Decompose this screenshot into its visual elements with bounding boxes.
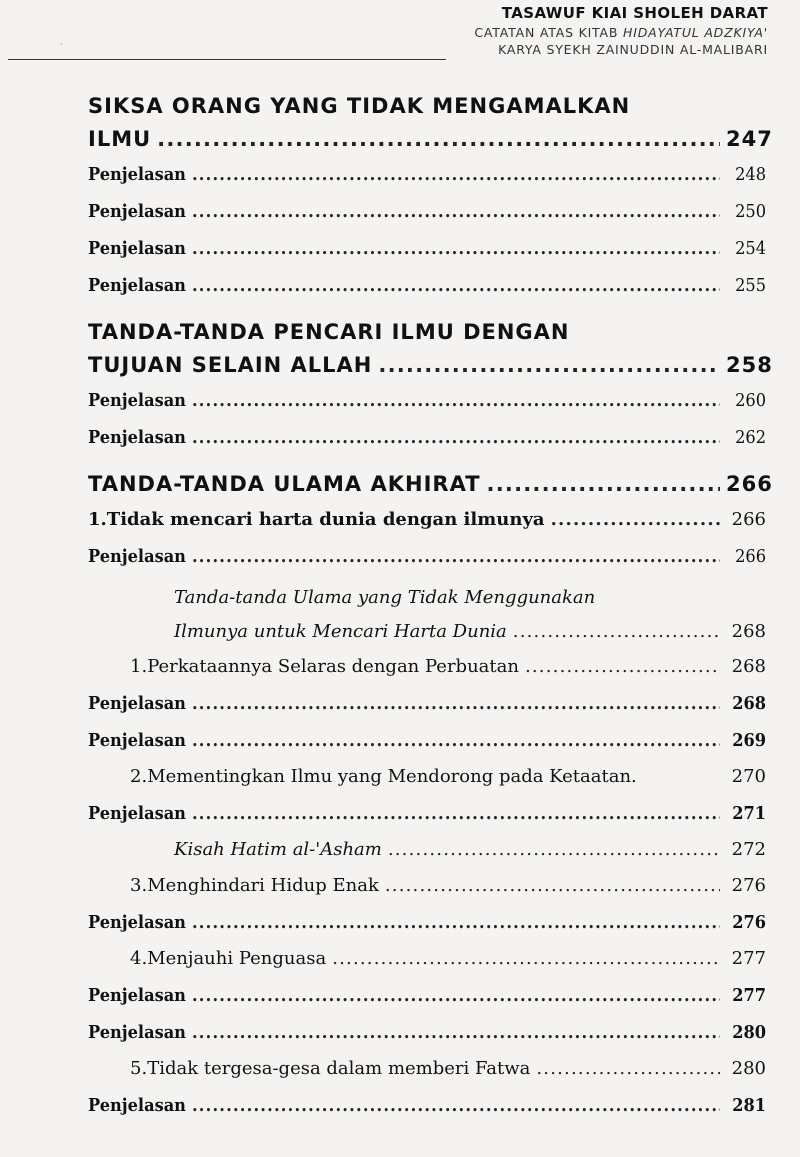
entry-label: Menjauhi Penguasa: [147, 948, 327, 969]
entry-label: Menghindari Hidup Enak: [147, 875, 379, 896]
toc-row: [88, 795, 766, 832]
page-number: 269: [732, 730, 766, 751]
entry-index: 3.: [130, 875, 148, 896]
page-number: 250: [735, 201, 766, 222]
chapter-title-line1: TANDA-TANDA PENCARI ILMU DENGAN: [88, 320, 570, 344]
toc-row: [88, 123, 773, 156]
chapter-title: TANDA-TANDA ULAMA AKHIRAT: [88, 472, 481, 496]
toc-row: [88, 722, 766, 759]
page-number: 248: [735, 164, 766, 185]
toc-row: [88, 349, 773, 382]
toc-row: [88, 759, 766, 795]
leader-dots: [192, 685, 720, 722]
leader-dots: [192, 419, 720, 456]
page-number: 262: [735, 427, 766, 448]
page-number: 277: [732, 985, 766, 1006]
book-author-line: KARYA SYEKH ZAINUDDIN AL-MALIBARI: [498, 41, 768, 57]
entry-label: Penjelasan: [88, 164, 186, 185]
toc-row: [88, 649, 766, 685]
toc-row: [88, 538, 766, 575]
toc-row: [88, 832, 766, 868]
page-number: 260: [735, 390, 766, 411]
entry-label: Penjelasan: [88, 1095, 186, 1116]
speck: ·: [60, 40, 63, 49]
leader-dots: [192, 795, 720, 832]
entry-index: 4.: [130, 948, 148, 969]
page-number: 276: [732, 912, 766, 933]
book-subtitle: [474, 27, 768, 40]
entry-label: Penjelasan: [88, 912, 186, 933]
toc-row: [88, 382, 766, 419]
book-title: TASAWUF KIAI SHOLEH DARAT: [501, 4, 768, 22]
leader-dots: [487, 468, 720, 501]
entry-index: 2.: [130, 766, 148, 787]
leader-dots: [551, 501, 720, 538]
toc-row: [88, 501, 766, 538]
leader-dots: [388, 832, 720, 868]
chapter-heading: [88, 90, 773, 156]
chapter-title-line2: TUJUAN SELAIN ALLAH: [88, 353, 373, 377]
entry-label: Perkataannya Selaras dengan Perbuatan: [147, 656, 519, 677]
page-number: 266: [731, 509, 766, 530]
leader-dots: [192, 1014, 720, 1051]
entry-index: 5.: [130, 1058, 148, 1079]
entry-label: Tidak tergesa-gesa dalam memberi Fatwa: [147, 1058, 531, 1079]
toc-row: [88, 868, 766, 904]
page-number: 271: [732, 803, 766, 824]
leader-dots: [192, 230, 720, 267]
leader-dots: [192, 977, 720, 1014]
page-number: 247: [726, 127, 773, 151]
toc-row: [88, 156, 766, 193]
entry-label: Tidak mencari harta dunia dengan ilmunya: [106, 509, 545, 530]
page-number: 268: [731, 621, 766, 642]
toc-row: [88, 977, 766, 1014]
toc-row: [88, 267, 766, 304]
page-number: 268: [732, 693, 766, 714]
toc-row: [174, 615, 766, 649]
toc-row: [88, 419, 766, 456]
entry-label: Penjelasan: [88, 546, 186, 567]
page-number: 258: [726, 353, 773, 377]
page-number: 272: [731, 839, 766, 860]
toc-row: [88, 1051, 766, 1087]
page-number: 276: [731, 875, 766, 896]
toc-row: [88, 904, 766, 941]
leader-dots: [192, 904, 720, 941]
page-number: 254: [735, 238, 766, 259]
toc-row: [88, 1087, 766, 1124]
page-number: 255: [735, 275, 766, 296]
entry-label: Penjelasan: [88, 238, 186, 259]
leader-dots: [157, 123, 720, 156]
entry-label: Kisah Hatim al-'Asham: [174, 839, 382, 860]
entry-label: Penjelasan: [88, 201, 186, 222]
header-rule: [8, 59, 446, 60]
leader-dots: [525, 649, 720, 685]
page-number: 268: [731, 656, 766, 677]
page-number: 266: [735, 546, 766, 567]
entry-label: Penjelasan: [88, 803, 186, 824]
leader-dots: [332, 941, 720, 977]
entry-label: Mementingkan Ilmu yang Mendorong pada Ketaatan.: [147, 766, 637, 787]
entry-index: 1.: [130, 656, 148, 677]
italic-subheading: [88, 581, 766, 649]
chapter-heading: [88, 316, 773, 382]
leader-dots: [192, 156, 720, 193]
running-header: [474, 6, 768, 56]
leader-dots: [192, 722, 720, 759]
entry-label: Penjelasan: [88, 390, 186, 411]
entry-label: Penjelasan: [88, 427, 186, 448]
entry-label: Penjelasan: [88, 693, 186, 714]
table-of-contents: [88, 90, 773, 1124]
toc-row: [88, 685, 766, 722]
leader-dots: [192, 267, 720, 304]
chapter-title-line2: ILMU: [88, 127, 152, 151]
toc-row: [88, 941, 766, 977]
leader-dots: [192, 193, 720, 230]
subtitle-kitab: HIDAYATUL ADZKIYA': [623, 25, 768, 40]
toc-row: [88, 193, 766, 230]
entry-label: Penjelasan: [88, 985, 186, 1006]
toc-row: [88, 1014, 766, 1051]
page-number: 281: [732, 1095, 766, 1116]
chapter-title-line1: SIKSA ORANG YANG TIDAK MENGAMALKAN: [88, 94, 631, 118]
leader-dots: [536, 1051, 720, 1087]
leader-dots: [192, 538, 720, 575]
page-number: 270: [731, 766, 766, 787]
chapter-heading: [88, 468, 773, 501]
italic-line1: Tanda-tanda Ulama yang Tidak Menggunakan: [174, 587, 596, 608]
entry-label: Penjelasan: [88, 1022, 186, 1043]
page-number: 277: [731, 948, 766, 969]
leader-dots: [513, 615, 720, 649]
entry-index: 1.: [88, 509, 107, 530]
subtitle-prefix: CATATAN ATAS KITAB: [474, 25, 624, 40]
page-number: 280: [731, 1058, 766, 1079]
page-number: 266: [726, 472, 773, 496]
leader-dots: [385, 868, 720, 904]
entry-label: Penjelasan: [88, 730, 186, 751]
entry-label: Penjelasan: [88, 275, 186, 296]
leader-dots: [378, 349, 720, 382]
leader-dots: [192, 382, 720, 419]
italic-line2: Ilmunya untuk Mencari Harta Dunia: [174, 621, 507, 642]
page-number: 280: [732, 1022, 766, 1043]
leader-dots: [192, 1087, 720, 1124]
toc-row: [88, 230, 766, 267]
